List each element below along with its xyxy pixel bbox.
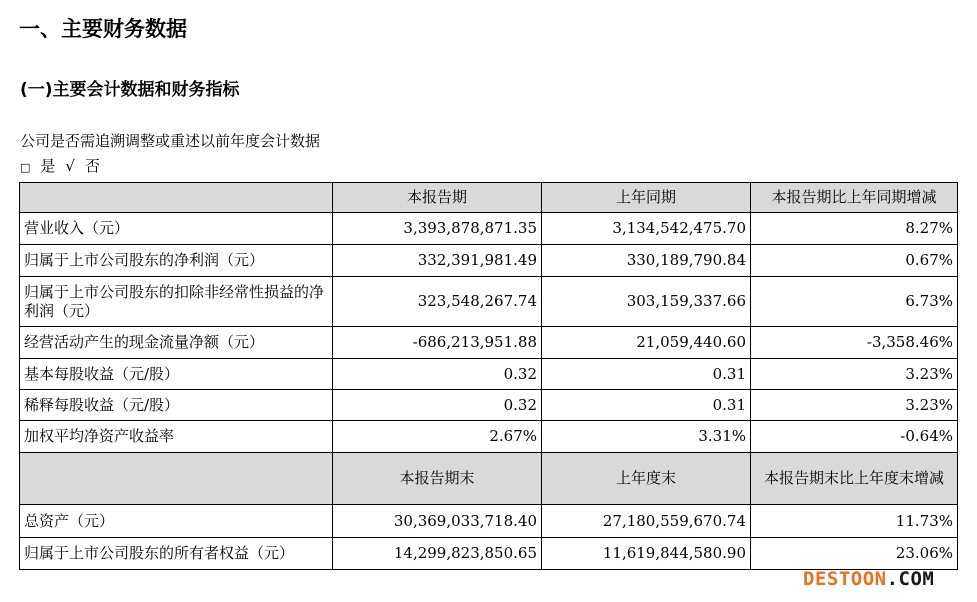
current-period-value: 3,393,878,871.35 <box>333 213 542 245</box>
prior-period-value: 303,159,337.66 <box>542 277 751 327</box>
row-label: 归属于上市公司股东的所有者权益（元） <box>20 538 333 570</box>
table-row <box>20 505 958 538</box>
column-header: 本报告期末比上年度末增减 <box>751 453 958 505</box>
column-header: 本报告期 <box>333 183 542 213</box>
prior-period-value: 3,134,542,475.70 <box>542 213 751 245</box>
watermark-logo <box>803 568 934 590</box>
watermark-part1: DESTOON <box>803 568 887 590</box>
table-header-row <box>20 453 958 505</box>
current-period-value: 323,548,267.74 <box>333 277 542 327</box>
restatement-question: 公司是否需追溯调整或重述以前年度会计数据 <box>20 132 321 150</box>
column-header: 上年度末 <box>542 453 751 505</box>
current-period-value: 14,299,823,850.65 <box>333 538 542 570</box>
current-period-value: -686,213,951.88 <box>333 327 542 359</box>
change-percent: 6.73% <box>751 277 958 327</box>
row-label: 经营活动产生的现金流量净额（元） <box>20 327 333 359</box>
column-header: 上年同期 <box>542 183 751 213</box>
change-percent: 23.06% <box>751 538 958 570</box>
table-row <box>20 538 958 570</box>
current-period-value: 332,391,981.49 <box>333 245 542 277</box>
current-period-value: 0.32 <box>333 359 542 390</box>
table-row <box>20 421 958 453</box>
table-row <box>20 213 958 245</box>
current-period-value: 0.32 <box>333 390 542 421</box>
watermark-part2: .COM <box>886 568 935 590</box>
prior-period-value: 3.31% <box>542 421 751 453</box>
column-header: 本报告期末 <box>333 453 542 505</box>
checkbox-icon: □ <box>20 161 31 174</box>
row-label: 归属于上市公司股东的净利润（元） <box>20 245 333 277</box>
change-percent: 8.27% <box>751 213 958 245</box>
page-title: 一、主要财务数据 <box>19 17 187 41</box>
change-percent: -0.64% <box>751 421 958 453</box>
table-row <box>20 359 958 390</box>
row-label: 营业收入（元） <box>20 213 333 245</box>
row-label: 基本每股收益（元/股） <box>20 359 333 390</box>
row-label: 稀释每股收益（元/股） <box>20 390 333 421</box>
change-percent: 3.23% <box>751 359 958 390</box>
change-percent: 11.73% <box>751 505 958 538</box>
option-no: 否 <box>84 157 100 175</box>
row-label: 总资产（元） <box>20 505 333 538</box>
change-percent: -3,358.46% <box>751 327 958 359</box>
header-blank-cell <box>20 453 333 505</box>
section-title: (一)主要会计数据和财务指标 <box>20 80 240 100</box>
prior-period-value: 330,189,790.84 <box>542 245 751 277</box>
prior-period-value: 0.31 <box>542 359 751 390</box>
prior-period-value: 11,619,844,580.90 <box>542 538 751 570</box>
table-row <box>20 327 958 359</box>
change-percent: 0.67% <box>751 245 958 277</box>
table-row <box>20 277 958 327</box>
current-period-value: 2.67% <box>333 421 542 453</box>
prior-period-value: 27,180,559,670.74 <box>542 505 751 538</box>
header-blank-cell <box>20 183 333 213</box>
change-percent: 3.23% <box>751 390 958 421</box>
prior-period-value: 0.31 <box>542 390 751 421</box>
current-period-value: 30,369,033,718.40 <box>333 505 542 538</box>
column-header: 本报告期比上年同期增减 <box>751 183 958 213</box>
option-yes: 是 <box>40 157 56 175</box>
prior-period-value: 21,059,440.60 <box>542 327 751 359</box>
row-label: 归属于上市公司股东的扣除非经常性损益的净利润（元） <box>20 277 333 327</box>
restatement-choice <box>20 155 110 176</box>
row-label: 加权平均净资产收益率 <box>20 421 333 453</box>
table-row <box>20 390 958 421</box>
financial-data-table <box>19 182 958 570</box>
table-header-row <box>20 183 958 213</box>
table-row <box>20 245 958 277</box>
check-icon: √ <box>65 157 75 175</box>
